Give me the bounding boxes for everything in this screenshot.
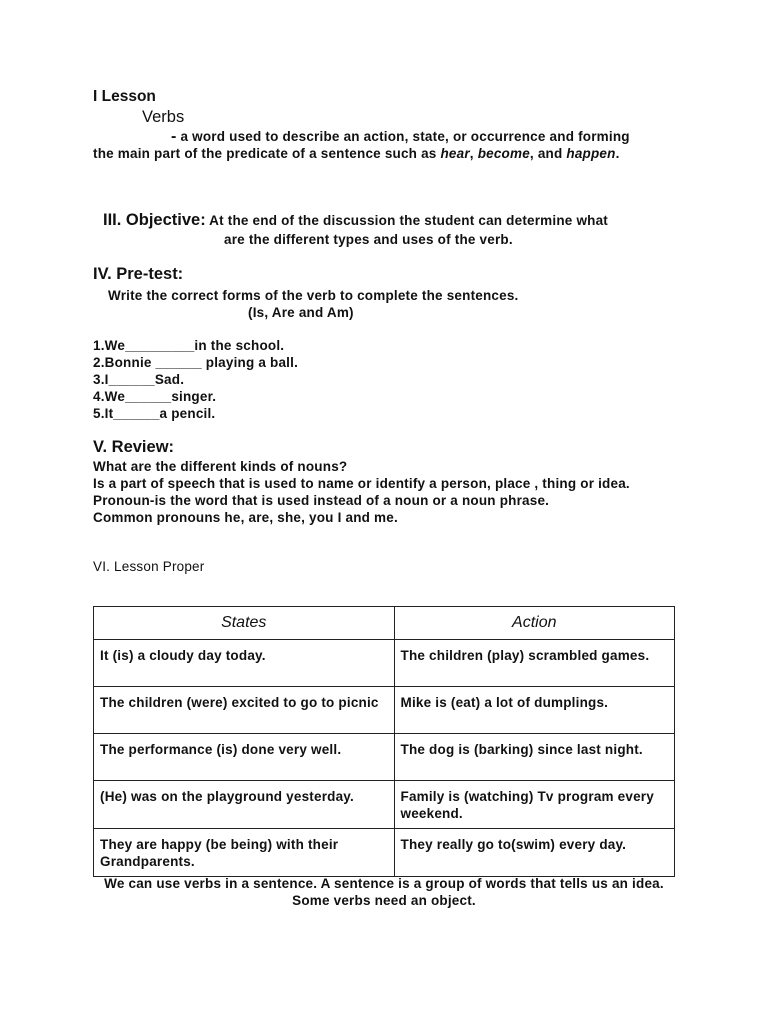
action-cell: The dog is (barking) since last night. — [394, 734, 675, 781]
pretest-item-1: 1.We_________in the school. — [93, 338, 285, 353]
example-hear: hear — [440, 146, 470, 161]
closing-line-2: Some verbs need an object. — [292, 893, 476, 908]
action-cell: Family is (watching) Tv program every weekend. — [394, 781, 675, 829]
action-cell: The children (play) scrambled games. — [394, 640, 675, 687]
pretest-items — [93, 337, 298, 422]
states-cell: They are happy (be being) with their Grandparents. — [94, 829, 395, 877]
review-common-pronouns: Common pronouns he, are, she, you I and me. — [93, 510, 398, 525]
objective-text-line1: At the end of the discussion the student can determine what — [205, 213, 608, 228]
review-block — [93, 458, 673, 526]
pretest-item-4: 4.We______singer. — [93, 389, 217, 404]
pretest-item-5: 5.It______a pencil. — [93, 406, 216, 421]
pretest-choices: (Is, Are and Am) — [248, 305, 354, 320]
states-action-table — [93, 606, 675, 877]
review-heading: V. Review: — [93, 438, 175, 456]
closing-line-1: We can use verbs in a sentence. A sentence is a group of words that tells us an idea. — [104, 876, 664, 891]
table-row — [94, 781, 675, 829]
lesson-proper-heading: VI. Lesson Proper — [93, 559, 205, 574]
objective-section — [103, 211, 683, 230]
pretest-item-2: 2.Bonnie ______ playing a ball. — [93, 355, 299, 370]
action-cell: Mike is (eat) a lot of dumplings. — [394, 687, 675, 734]
action-cell: They really go to(swim) every day. — [394, 829, 675, 877]
pretest-instruction: Write the correct forms of the verb to complete the sentences. — [108, 288, 519, 303]
table-row — [94, 829, 675, 877]
table-row — [94, 640, 675, 687]
review-noun-definition: Is a part of speech that is used to name or identify a person, place , thing or idea. — [93, 476, 630, 491]
topic-heading: Verbs — [142, 108, 185, 126]
definition-text: a word used to describe an action, state, or occurrence and forming the main part of the predicate of a sentence such as — [93, 129, 630, 161]
states-cell: (He) was on the playground yesterday. — [94, 781, 395, 829]
example-happen: happen — [566, 146, 616, 161]
header-action: Action — [394, 607, 675, 640]
closing-text — [93, 875, 675, 909]
definition-dash: - — [171, 128, 177, 145]
table-header-row — [94, 607, 675, 640]
separator: , and — [529, 146, 567, 161]
table-row — [94, 687, 675, 734]
header-states: States — [94, 607, 395, 640]
states-cell: The performance (is) done very well. — [94, 734, 395, 781]
verb-definition — [93, 128, 653, 162]
separator: , — [469, 146, 478, 161]
lesson-title: I Lesson — [93, 88, 156, 105]
period: . — [615, 146, 620, 161]
example-become: become — [477, 146, 530, 161]
table-row — [94, 734, 675, 781]
objective-text-line2: are the different types and uses of the verb. — [224, 232, 513, 247]
pretest-heading: IV. Pre-test: — [93, 265, 184, 283]
pretest-item-3: 3.I______Sad. — [93, 372, 185, 387]
states-cell: It (is) a cloudy day today. — [94, 640, 395, 687]
review-question: What are the different kinds of nouns? — [93, 459, 348, 474]
objective-label: III. Objective: — [103, 211, 206, 229]
states-cell: The children (were) excited to go to picnic — [94, 687, 395, 734]
review-pronoun-definition: Pronoun-is the word that is used instead of a noun or a noun phrase. — [93, 493, 550, 508]
